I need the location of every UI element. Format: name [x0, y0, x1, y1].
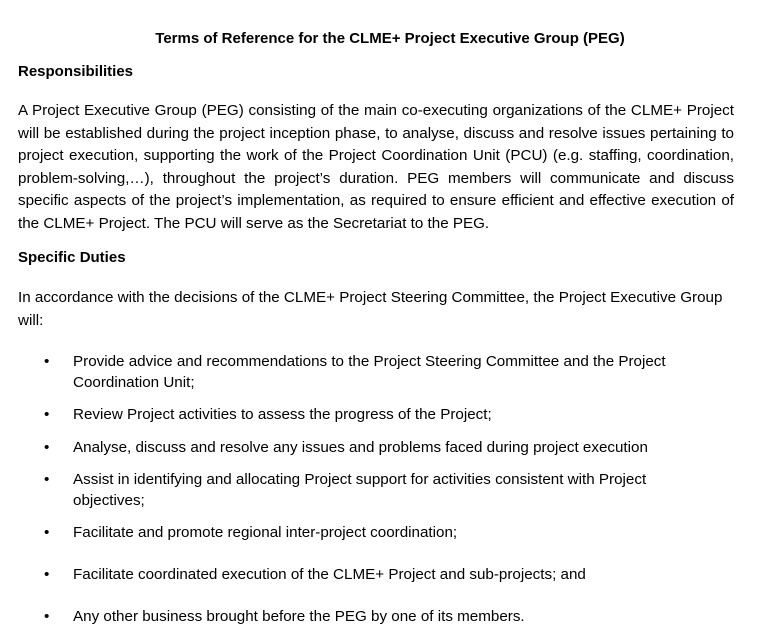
- duty-text: Analyse, discuss and resolve any issues and problems faced during project execution: [73, 439, 648, 456]
- bullet-icon: •: [44, 439, 50, 456]
- document-title: Terms of Reference for the CLME+ Project Executive Group (PEG): [155, 30, 625, 47]
- duty-text: Any other business brought before the PEG by one of its members.: [73, 608, 525, 625]
- bullet-icon: •: [44, 406, 50, 423]
- bullet-icon: •: [44, 471, 50, 488]
- duty-text: Facilitate coordinated execution of the CLME+ Project and sub-projects; and: [73, 566, 586, 583]
- duty-text: Assist in identifying and allocating Project support for activities consistent with Project objectives;: [73, 471, 647, 509]
- responsibilities-paragraph: A Project Executive Group (PEG) consisting of the main co-executing organizations of the CLME+ Project will be established during the project inception phase, to analyse, discuss and resolve issues pertaining to project execution, supporting the work of the Project Coordination Unit (PCU) (e.g. staffing, coordination, problem-solving,…), throughout the project’s duration. PEG members will communicate and discuss specific aspects of the project’s implementation, as required to ensure efficient and effective execution of the CLME+ Project. The PCU will serve as the Secretariat to the PEG.: [18, 102, 734, 232]
- duty-text: Facilitate and promote regional inter-project coordination;: [73, 524, 458, 541]
- bullet-icon: •: [44, 524, 50, 541]
- duty-text: Review Project activities to assess the progress of the Project;: [73, 406, 492, 423]
- bullet-icon: •: [44, 353, 50, 370]
- bullet-icon: •: [44, 566, 50, 583]
- duty-text: Provide advice and recommendations to the Project Steering Committee and the Project Coordination Unit;: [73, 353, 666, 391]
- specific-duties-heading: Specific Duties: [18, 249, 126, 266]
- duties-intro-paragraph: In accordance with the decisions of the CLME+ Project Steering Committee, the Project Executive Group will:: [18, 289, 723, 329]
- responsibilities-heading: Responsibilities: [18, 63, 134, 80]
- bullet-icon: •: [44, 608, 50, 625]
